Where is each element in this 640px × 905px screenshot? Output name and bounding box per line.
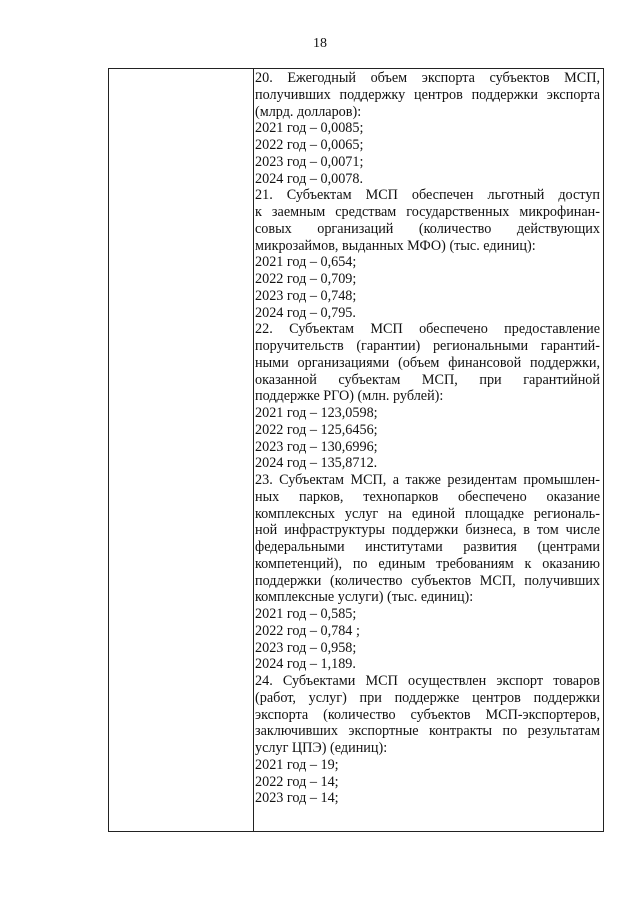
year-value-line: 2023 год – 130,6996; [255, 438, 378, 455]
item-text-line: ными организациями (объем финансовой поддержки, [255, 354, 600, 371]
year-value-line: 2021 год – 0,585; [255, 606, 357, 622]
indicator-item-24 [255, 673, 600, 807]
item-text-line: (млрд. долларов): [255, 103, 362, 120]
item-text-line: заключивших экспортные контракты по результатам [255, 723, 600, 740]
year-value-line: 2021 год – 0,0085; [255, 120, 364, 137]
table-left-column [109, 69, 254, 831]
item-text-line: услуг ЦПЭ) (единиц): [255, 740, 388, 756]
year-value-line: 2023 год – 14; [255, 790, 339, 807]
year-value-line: 2021 год – 19; [255, 756, 339, 773]
page-number: 18 [313, 36, 327, 51]
item-text-line: 24. Субъектами МСП осуществлен экспорт товаров [255, 673, 600, 689]
year-value-line: 2021 год – 0,654; [255, 254, 357, 271]
indicator-item-23 [255, 472, 600, 673]
item-text-line: экспорта (количество субъектов МСП-экспортеров, [255, 706, 600, 723]
year-value-line: 2022 год – 14; [255, 773, 339, 790]
year-value-line: 2024 год – 0,0078. [255, 170, 364, 187]
item-text-line: оказанной субъектам МСП, при гарантийной [255, 371, 600, 388]
item-text-line: (работ, услуг) при поддержке центров поддержки [255, 689, 600, 706]
item-text-line: 23. Субъектам МСП, а также резидентам промышлен- [255, 472, 600, 488]
item-text-line: ных парков, технопарков обеспечено оказание [255, 488, 600, 505]
item-text-line: 22. Субъектам МСП обеспечено предоставление [255, 321, 600, 338]
year-value-line: 2022 год – 0,0065; [255, 137, 364, 153]
item-text-line: к заемным средствам государственных микрофинан- [255, 204, 600, 220]
year-value-line: 2024 год – 1,189. [255, 656, 356, 673]
year-value-line: 2022 год – 0,784 ; [255, 622, 360, 639]
item-text-line: поручительств (гарантии) региональными гарантий- [255, 338, 600, 354]
item-text-line: поддержки (количество субъектов МСП, получивших [255, 572, 600, 589]
item-text-line: ной инфраструктуры поддержки бизнеса, в том числе [255, 522, 600, 539]
year-value-line: 2023 год – 0,748; [255, 287, 357, 304]
year-value-line: 2024 год – 0,795. [255, 304, 356, 321]
year-value-line: 2022 год – 0,709; [255, 271, 357, 287]
item-text-line: поддержке РГО) (млн. рублей): [255, 388, 444, 405]
year-value-line: 2022 год – 125,6456; [255, 421, 378, 438]
item-text-line: микрозаймов, выданных МФО) (тыс. единиц): [255, 237, 536, 254]
item-text-line: 21. Субъектам МСП обеспечен льготный доступ [255, 187, 600, 204]
year-value-line: 2023 год – 0,958; [255, 639, 357, 656]
item-text-line: получивших поддержку центров поддержки экспорта [255, 86, 600, 103]
item-text-line: комплексных услуг на единой площадке региональ- [255, 505, 600, 522]
year-value-line: 2021 год – 123,0598; [255, 405, 378, 421]
item-text-line: федеральными институтами развития (центрами [255, 539, 600, 555]
indicator-item-20 [255, 70, 600, 187]
item-text-line: компетенций), по единым требованиям к оказанию [255, 555, 600, 572]
item-text-line: совых организаций (количество действующих [255, 220, 600, 237]
year-value-line: 2024 год – 135,8712. [255, 455, 378, 472]
year-value-line: 2023 год – 0,0071; [255, 153, 364, 170]
item-text-line: 20. Ежегодный объем экспорта субъектов МСП, [255, 70, 600, 86]
item-text-line: комплексные услуги) (тыс. единиц): [255, 589, 474, 606]
table-right-column [255, 70, 600, 807]
indicator-item-22 [255, 321, 600, 472]
indicator-item-21 [255, 187, 600, 321]
document-table [108, 68, 604, 832]
